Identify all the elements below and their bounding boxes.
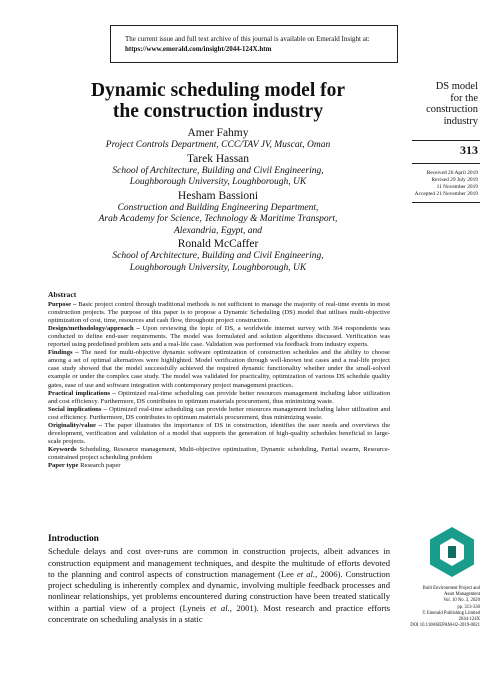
journal-citation-info: Built Environment Project and Asset Management Vol. 10 No. 3, 2020 pp. 313-330 © Emerald Publishing Limited 2044-124X DOI 10.1108/BEPAM-02-2019-0021: [410, 586, 480, 629]
introduction-section: [48, 534, 390, 625]
introduction-body: Schedule delays and cost over-runs are common in construction projects, albeit advances in construction equipment and management techniques, and despite the multitude of efforts devoted to the planning and control aspects of construction management (Lee et al., 2006). Construction project scheduling is inherently complex and dynamic, involving multiple feedback processes and nonlinear relationships, yet problems encountered during construction have been treated statically within a partial view of a project (Lyneis et al., 2001). Most research and practice efforts concentrate on scheduling analysis in a static: [48, 546, 391, 625]
author-affiliation: School of Architecture, Building and Civil Engineering, Loughborough University, Loughborough, UK: [112, 165, 324, 187]
keywords: Keywords Scheduling, Resource management, Multi-objective optimization, Dynamic scheduling, Partial swarm, Resource-constrained project scheduling problem: [48, 445, 390, 461]
author-affiliation: Project Controls Department, CCC/TAV JV, Muscat, Oman: [105, 140, 331, 150]
introduction-heading: Introduction: [48, 534, 99, 544]
author-name: Tarek Hassan: [186, 152, 250, 165]
abstract-purpose: Purpose – Basic project control through traditional methods is not sufficient to manage the majority of real-time events in most construction projects. The purpose of this paper is to propose a Dynamic Scheduling (DS) model that utilises multi-objective optimization of cost, time, resources and cash flow, throughout project construction.: [48, 301, 390, 325]
abstract-originality: Originality/value – The paper illustrates the importance of DS in construction, identifies the user needs and overviews the development, verification and validation of a model that supports the generation of high-quality schedules beneficial to large-scale projects.: [48, 421, 391, 445]
running-title: DS model for the construction industry: [426, 81, 478, 127]
author-affiliation: School of Architecture, Building and Civil Engineering, Loughborough University, Loughborough, UK: [112, 251, 324, 273]
margin-divider: [412, 163, 480, 164]
crossmark-logo-icon[interactable]: [426, 526, 478, 578]
abstract-design: Design/methodology/approach – Upon reviewing the topic of DS, a worldwide internet survey with 364 respondents was conducted to define end-user requirements. The model was formulated and solution algorithms discussed. Verification was reported using predefined problem sets and a real-life case. Validation was performed via feedback from industry experts.: [48, 325, 390, 349]
access-notice-text: The current issue and full text archive of this journal is available on Emerald Insight at:: [125, 35, 370, 43]
author-name: Ronald McCaffer: [177, 238, 259, 250]
margin-divider: [412, 202, 480, 203]
title-block: [48, 80, 388, 275]
margin-divider: [412, 140, 480, 141]
abstract-social: Social implications – Optimized real-time scheduling can provide better resources management including labor utilization and cost efficiency. Furthermore, DS contributes to optimum materials procurement, thus minimizing waste.: [48, 405, 391, 421]
paper-title: Dynamic scheduling model for the construction industry: [90, 80, 346, 122]
author-name: Amer Fahmy: [187, 127, 249, 139]
author-name: Hesham Bassioni: [177, 189, 259, 202]
paper-type: Paper type Research paper: [48, 461, 121, 469]
abstract-heading: Abstract: [48, 290, 77, 299]
access-notice-box: [110, 25, 398, 63]
abstract-section: [48, 291, 390, 470]
author-affiliation: Construction and Building Engineering Department, Arab Academy for Science, Technology & Maritime Transport, Alexandria, Egypt, and: [98, 202, 338, 236]
submission-dates: Received 26 April 2019 Revised 29 July 2019 11 November 2019 Accepted 21 November 2019: [414, 170, 478, 197]
page-number: 313: [460, 143, 478, 157]
abstract-findings: Findings – The need for multi-objective dynamic software optimization of construction schedules and the ability to choose among a set of optimal alternatives were highlighted. Model verification through well-known test cases and a real-life project case study showed that the model successfully achieved the required dynamic functionality whether under the small-solved example or under the complex case study. The model was validated for practicality, optimization of various DS schedule quality gates, ease of use and software integration with contemporary project management practices.: [48, 349, 390, 389]
abstract-practical: Practical implications – Optimized real-time scheduling can provide better resources management including labor utilization and cost efficiency. Furthermore, DS contributes to optimum materials procurement, thus minimizing waste.: [48, 389, 391, 405]
journal-url-link[interactable]: https://www.emerald.com/insight/2044-124X.htm: [125, 44, 272, 53]
